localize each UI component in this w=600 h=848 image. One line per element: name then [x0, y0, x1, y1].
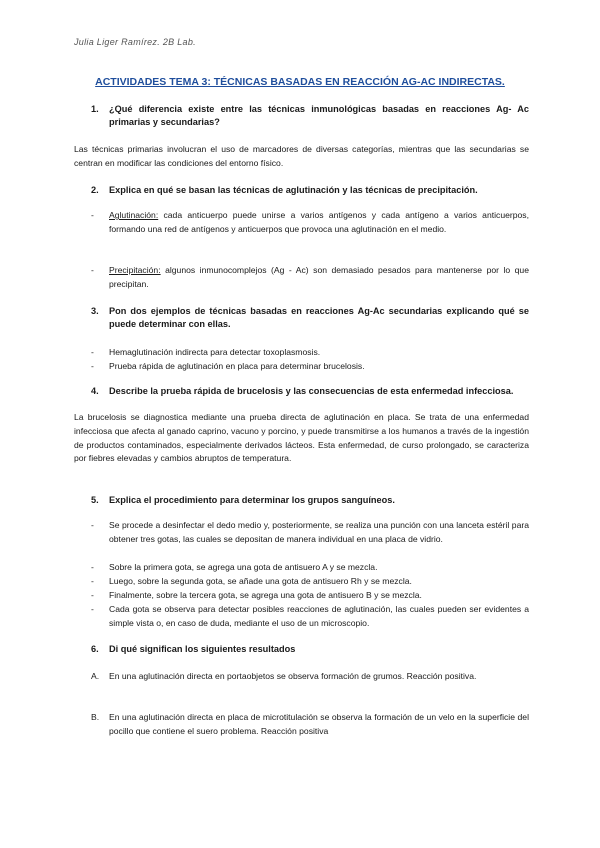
question-text: Describe la prueba rápida de brucelosis y las consecuencias de esta enfermedad infecciosa.: [109, 386, 514, 396]
list-bullet: -: [91, 210, 94, 220]
list-bullet: -: [91, 604, 94, 614]
page-header: Julia Liger Ramírez. 2B Lab.: [74, 37, 196, 47]
list-item-text: En una aglutinación directa en placa de microtitulación se observa la formación de un velo en la superficie del pocillo que contiene el suero problema. Reacción positiva: [109, 712, 529, 736]
question-number: 5.: [91, 495, 99, 505]
document-title: ACTIVIDADES TEMA 3: TÉCNICAS BASADAS EN REACCIÓN AG-AC INDIRECTAS.: [95, 76, 505, 88]
question-6: [91, 643, 529, 656]
list-item-text: En una aglutinación directa en portaobjetos se observa formación de grumos. Reacción positiva.: [109, 671, 477, 681]
answer-1: Las técnicas primarias involucran el uso de marcadores de diversas categorías, mientras que las secundarias se centran en modificar las condiciones del entorno físico.: [74, 144, 529, 168]
question-number: 2.: [91, 185, 99, 195]
list-bullet: -: [91, 520, 94, 530]
list-item-text: Luego, sobre la segunda gota, se añade una gota de antisuero Rh y se mezcla.: [109, 576, 412, 586]
question-text: Di qué significan los siguientes resultados: [109, 644, 296, 654]
list-bullet: -: [91, 562, 94, 572]
list-item-text: Cada gota se observa para detectar posibles reacciones de aglutinación, las cuales pueden ser evidentes a simple vista o, en caso de duda, mediante el uso de un microscopio.: [109, 604, 529, 628]
question-1: [91, 103, 529, 129]
list-bullet: -: [91, 265, 94, 275]
question-number: 4.: [91, 386, 99, 396]
answer-5-item: [91, 589, 529, 603]
list-bullet: -: [91, 347, 94, 357]
question-text: Explica el procedimiento para determinar los grupos sanguíneos.: [109, 495, 395, 505]
term-label: Aglutinación:: [109, 210, 159, 220]
question-4: [91, 385, 529, 398]
question-2: [91, 184, 529, 197]
question-number: 1.: [91, 104, 99, 114]
question-text: Pon dos ejemplos de técnicas basadas en reacciones Ag-Ac secundarias explicando qué se puede determinar con ellas.: [109, 306, 529, 329]
list-item-text: Sobre la primera gota, se agrega una gota de antisuero A y se mezcla.: [109, 562, 378, 572]
answer-6-item: [91, 670, 529, 684]
answer-4: La brucelosis se diagnostica mediante una prueba directa de aglutinación en placa. Se trata de una enfermedad infecciosa que afecta al ganado caprino, vacuno y porcino, y puede transmitirse a los humanos a través de la ingestión de productos contaminados, especialmente derivados lácteos. Esta enfermedad, de curso prolongado, se caracteriza por fiebres elevadas y cambios abruptos de temperatura.: [74, 412, 529, 464]
question-3: [91, 305, 529, 331]
term-label: Precipitación:: [109, 265, 161, 275]
list-letter: B.: [91, 712, 100, 722]
term-definition: algunos inmunocomplejos (Ag - Ac) son demasiado pesados para mantenerse por lo que precipitan.: [109, 265, 529, 289]
answer-2-item: [91, 264, 529, 292]
answer-2-item: [91, 209, 529, 237]
answer-5-item: [91, 575, 529, 589]
question-number: 3.: [91, 306, 99, 316]
answer-5-item: [91, 561, 529, 575]
answer-6-item: [91, 711, 529, 739]
list-bullet: -: [91, 576, 94, 586]
list-item-text: Finalmente, sobre la tercera gota, se agrega una gota de antisuero B y se mezcla.: [109, 590, 422, 600]
answer-5-item: [91, 603, 529, 631]
answer-5-item: [91, 519, 529, 547]
list-item-text: Prueba rápida de aglutinación en placa para determinar brucelosis.: [109, 361, 365, 371]
term-definition: cada anticuerpo puede unirse a varios antígenos y cada antígeno a varios anticuerpos, formando una red de antígenos y anticuerpos que provoca una aglutinación en el medio.: [109, 210, 529, 234]
list-bullet: -: [91, 361, 94, 371]
list-item-text: Se procede a desinfectar el dedo medio y, posteriormente, se realiza una punción con una lanceta estéril para obtener tres gotas, las cuales se depositan de manera individual en una placa de vidrio.: [109, 520, 529, 544]
list-letter: A.: [91, 671, 100, 681]
list-bullet: -: [91, 590, 94, 600]
answer-3-item: [91, 346, 529, 360]
question-text: ¿Qué diferencia existe entre las técnicas inmunológicas basadas en reacciones Ag- Ac primarias y secundarias?: [109, 104, 529, 127]
question-number: 6.: [91, 644, 99, 654]
list-item-text: Hemaglutinación indirecta para detectar toxoplasmosis.: [109, 347, 321, 357]
answer-3-item: [91, 360, 529, 374]
question-5: [91, 494, 529, 507]
question-text: Explica en qué se basan las técnicas de aglutinación y las técnicas de precipitación.: [109, 185, 478, 195]
